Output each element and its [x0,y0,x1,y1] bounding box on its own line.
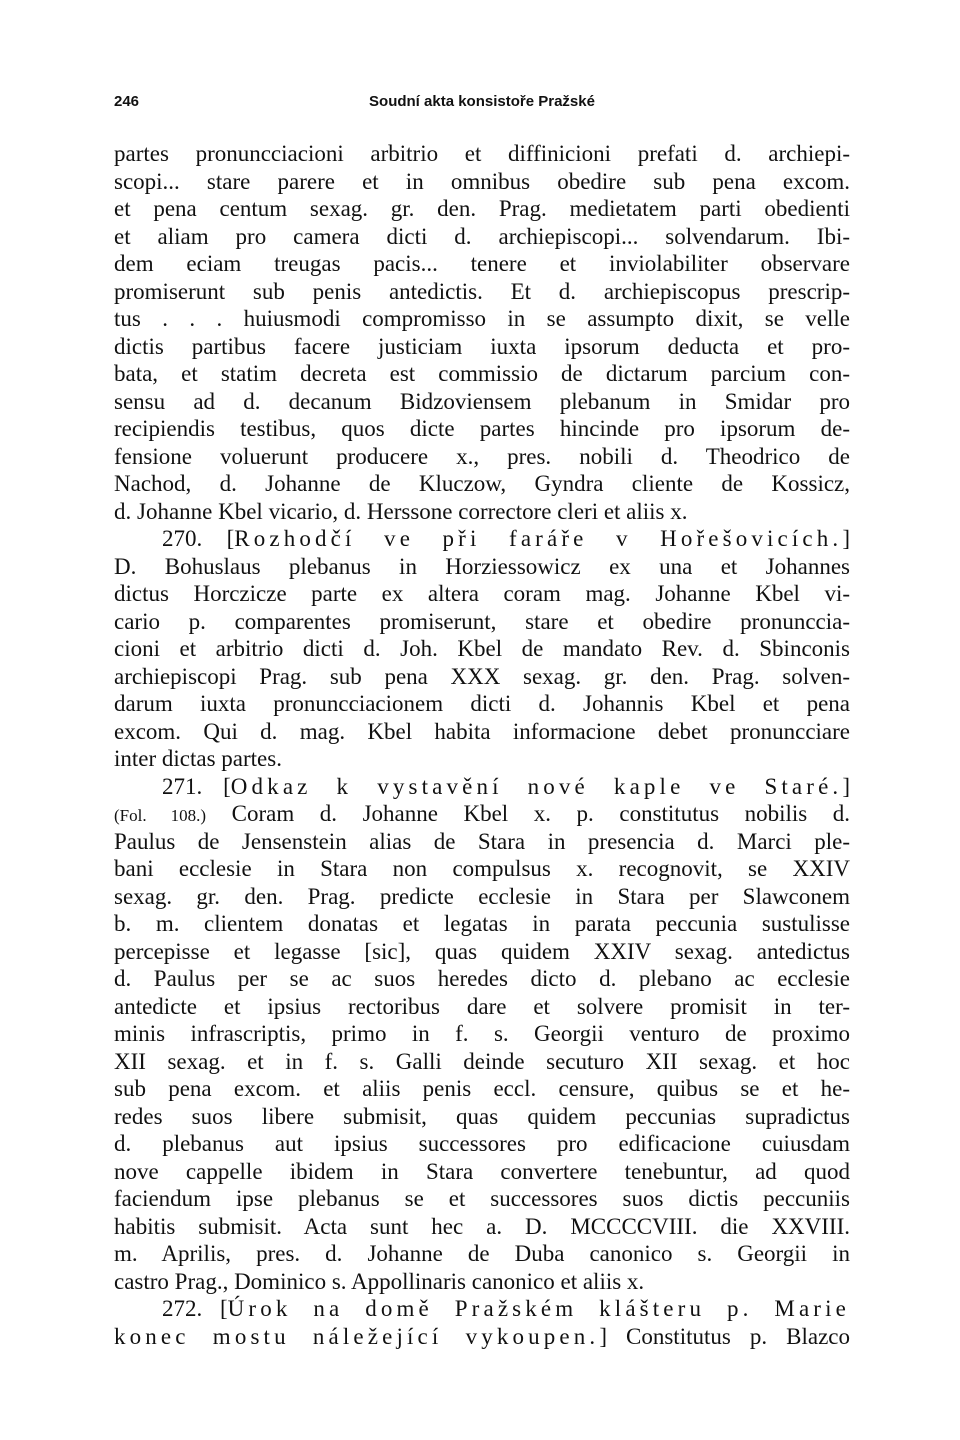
text-line [114,800,850,828]
text-segment: sensu ad d. decanum Bidzoviensem plebanum in Smidar pro [114,388,850,414]
text-line [114,1020,850,1048]
text-segment: D. Bohuslaus plebanus in Horziessowicz ex una et Johannes [114,553,850,579]
page-number: 246 [114,93,140,110]
text-segment: recipiendis testibus, quos dicte partes hincinde pro ipsorum de- [114,416,850,441]
text-segment: darum iuxta pronuncciacionem dicti d. Johannis Kbel et pena [114,691,850,716]
text-segment: partes pronuncciacioni arbitrio et diffinicioni prefati d. archiepi- [114,141,850,166]
text-line [114,415,850,443]
text-line [114,1323,850,1351]
text-line [114,883,850,911]
text-line [114,580,850,608]
text-segment: 272. [ [162,1296,228,1321]
text-line [114,168,850,196]
text-segment: d. Paulus per se ac suos heredes dicto d. plebano ac ecclesie [114,966,850,991]
text-segment: et pena centum sexag. gr. den. Prag. medietatem parti obedienti [114,196,850,221]
text-segment: et aliam pro camera dicti d. archiepiscopi... solvendarum. Ibi- [114,223,850,249]
folio-reference: (Fol. 108.) [114,806,207,825]
text-segment: Nachod, d. Johanne de Kluczow, Gyndra cliente de Kossicz, [114,471,850,496]
text-segment: sexag. gr. den. Prag. predicte ecclesie in Stara per Slawconem [114,883,850,909]
text-segment: scopi... stare parere et in omnibus obedire sub pena excom. [114,168,850,194]
text-segment: m. Aprilis, pres. d. Johanne de Duba canonico s. Georgii in [114,1241,850,1266]
text-segment: antedicte et ipsius rectoribus dare et solvere promisit in ter- [114,993,850,1019]
text-segment: inter dictas partes. [114,746,282,771]
text-segment: 270. [ [162,526,235,551]
text-segment: Coram d. Johanne Kbel x. p. constitutus nobilis d. [206,801,851,826]
text-line [114,993,850,1021]
text-line [114,718,850,746]
text-line [114,223,850,251]
text-line [114,1048,850,1076]
text-line [114,1185,850,1213]
text-segment: fensione voluerunt producere x., pres. nobili d. Theodrico de [114,443,850,469]
text-segment: Paulus de Jensenstein alias de Stara in presencia d. Marci ple- [114,828,850,854]
text-line [114,1103,850,1131]
text-line [114,910,850,938]
text-line [114,1075,850,1103]
text-segment: 271. [ [162,773,231,799]
text-segment: d. plebanus aut ipsius successores pro edificacione cuiusdam [114,1131,850,1156]
text-segment: minis infrascriptis, primo in f. s. Georgii venturo de proximo [114,1021,850,1046]
text-line [114,663,850,691]
text-segment: percepisse et legasse [sic], quas quidem XXIV sexag. antedictus [114,938,850,964]
entry-heading: Odkaz k vystavění nové kaple ve Staré. [230,773,843,799]
text-line [114,360,850,388]
text-segment: ] Constitutus p. Blazco [599,1323,850,1349]
text-segment: ] [842,773,850,799]
text-line [114,278,850,306]
text-segment: cario p. comparentes promiserunt, stare et obedire pronunccia- [114,608,850,634]
text-line [114,1295,850,1323]
text-line [114,250,850,278]
text-line [114,553,850,581]
text-segment: archiepiscopi Prag. sub pena XXX sexag. gr. den. Prag. solven- [114,663,850,689]
text-line [114,1268,850,1296]
text-segment: tus . . . huiusmodi compromisso in se assumpto dixit, se velle [114,306,850,331]
text-segment: d. Johanne Kbel vicario, d. Herssone correctore cleri et aliis x. [114,498,688,524]
text-line [114,333,850,361]
text-segment: faciendum ipse plebanus se et successores suos dictis peccuniis [114,1186,850,1211]
text-segment: excom. Qui d. mag. Kbel habita informacione debet pronuncciare [114,718,850,744]
entry-heading: konec mostu náležející vykoupen. [114,1323,600,1349]
text-line [114,690,850,718]
text-line [114,608,850,636]
text-line [114,305,850,333]
text-segment: redes suos libere submisit, quas quidem peccunias supradictus [114,1103,850,1129]
entry-heading: Úrok na domě Pražském klášteru p. Marie [227,1296,850,1321]
text-line [114,1130,850,1158]
text-segment: b. m. clientem donatas et legatas in parata peccunia sustulisse [114,911,850,936]
text-line [114,388,850,416]
text-line [114,745,850,773]
running-title: Soudní akta konsistoře Pražské [369,93,595,110]
text-segment: bata, et statim decreta est commissio de dictarum parcium con- [114,361,850,386]
text-line [114,525,850,553]
text-line [114,498,850,526]
page-header [114,92,850,112]
text-line [114,1158,850,1186]
text-line [114,635,850,663]
text-segment: cioni et arbitrio dicti d. Joh. Kbel de mandato Rev. d. Sbinconis [114,636,850,661]
body-text [114,140,850,1350]
entry-heading: Rozhodčí ve při faráře v Hořešovicích. [234,526,843,551]
text-segment: promiserunt sub penis antedictis. Et d. archiepiscopus prescrip- [114,278,850,304]
text-line [114,140,850,168]
text-segment: sub pena excom. et aliis penis eccl. censure, quibus se et he- [114,1076,850,1101]
text-line [114,965,850,993]
text-segment: dictis partibus facere justiciam iuxta ipsorum deducta et pro- [114,333,850,359]
text-segment: dictus Horczicze parte ex altera coram mag. Johanne Kbel vi- [114,581,850,606]
text-segment: ] [842,526,850,551]
text-line [114,1213,850,1241]
text-segment: dem eciam treugas pacis... tenere et inviolabiliter observare [114,251,850,276]
text-line [114,470,850,498]
text-line [114,1240,850,1268]
text-line [114,855,850,883]
text-segment: castro Prag., Dominico s. Appollinaris canonico et aliis x. [114,1268,645,1294]
text-segment: nove cappelle ibidem in Stara convertere tenebuntur, ad quod [114,1158,850,1184]
text-segment: XII sexag. et in f. s. Galli deinde secuturo XII sexag. et hoc [114,1048,850,1074]
text-segment: bani ecclesie in Stara non compulsus x. recognovit, se XXIV [114,856,850,881]
text-line [114,773,850,801]
text-line [114,195,850,223]
text-line [114,938,850,966]
text-line [114,828,850,856]
text-segment: habitis submisit. Acta sunt hec a. D. MCCCCVIII. die XXVIII. [114,1213,850,1239]
text-line [114,443,850,471]
